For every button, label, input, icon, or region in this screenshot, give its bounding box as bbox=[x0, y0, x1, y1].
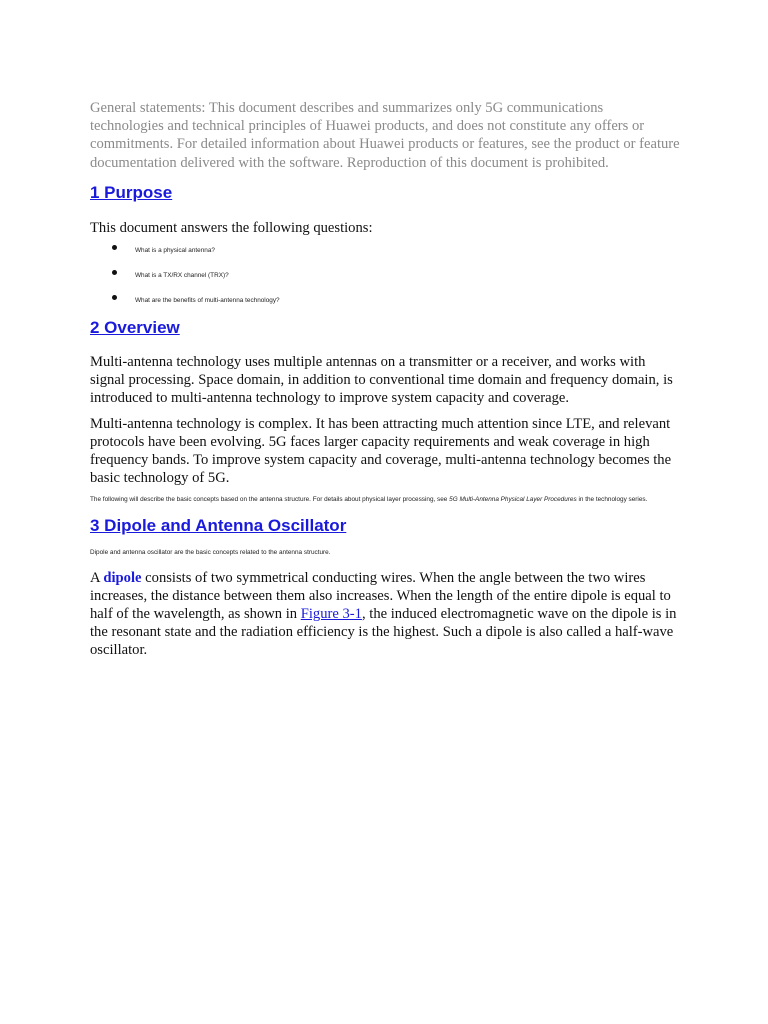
overview-note bbox=[90, 496, 680, 504]
section-heading-purpose[interactable]: 1 Purpose bbox=[90, 182, 173, 202]
list-item bbox=[90, 270, 680, 295]
figure-3-1-link[interactable]: Figure 3-1 bbox=[300, 606, 362, 623]
dipole-text-a: A bbox=[90, 569, 104, 586]
question-list bbox=[90, 245, 680, 320]
dipole-text-c: , the induced electromagnetic wave on the dipole is in the resonant state and the radiation efficiency is the highest. Such a dipole is also called a half-wave oscillator. bbox=[90, 606, 677, 659]
overview-paragraph: Multi-antenna technology uses multiple antennas on a transmitter or a receiver, and works with signal processing. Space domain, in addition to conventional time domain and frequency domain, is introduced to multi-antenna technology to improve system capacity and coverage. bbox=[90, 354, 673, 407]
general-statement: General statements: This document describes and summarizes only 5G communications technologies and technical principles of Huawei products, and does not constitute any offers or commitments. For detailed information about Huawei products or features, see the product or feature documentation delivered with the software. Reproduction of this document is prohibited. bbox=[90, 100, 680, 171]
bullet-icon bbox=[112, 245, 117, 250]
list-item bbox=[90, 295, 680, 320]
overview-paragraph: Multi-antenna technology is complex. It has been attracting much attention since LTE, and relevant protocols have been evolving. 5G faces larger capacity requirements and weak coverage in high frequency bands. To improve system capacity and coverage, multi-antenna technology becomes the basic technology of 5G. bbox=[90, 415, 672, 487]
question-text: What is a physical antenna? bbox=[135, 247, 215, 255]
question-text: What is a TX/RX channel (TRX)? bbox=[135, 272, 229, 280]
bullet-icon bbox=[112, 270, 117, 275]
list-item bbox=[90, 245, 680, 270]
dipole-note: Dipole and antenna oscillator are the basic concepts related to the antenna structure. bbox=[90, 549, 331, 557]
section-heading-dipole[interactable]: 3 Dipole and Antenna Oscillator bbox=[90, 516, 347, 536]
question-text: What are the benefits of multi-antenna technology? bbox=[135, 297, 280, 305]
document-page bbox=[90, 99, 680, 660]
purpose-intro: This document answers the following questions: bbox=[90, 219, 373, 236]
overview-note-prefix: The following will describe the basic concepts based on the antenna structure. For details about physical layer processing, see bbox=[90, 496, 450, 504]
bullet-icon bbox=[112, 295, 117, 300]
overview-note-reference: 5G Multi-Antenna Physical Layer Procedures bbox=[449, 496, 577, 504]
dipole-term: dipole bbox=[103, 569, 142, 586]
section-heading-overview[interactable]: 2 Overview bbox=[90, 318, 180, 338]
overview-note-suffix: in the technology series. bbox=[576, 496, 648, 504]
dipole-paragraph bbox=[90, 569, 680, 660]
dipole-text-b: consists of two symmetrical conducting wires. When the angle between the two wires increases, the distance between them also increases. When the length of the entire dipole is equal to half of the wavelength, as shown in bbox=[90, 569, 671, 623]
